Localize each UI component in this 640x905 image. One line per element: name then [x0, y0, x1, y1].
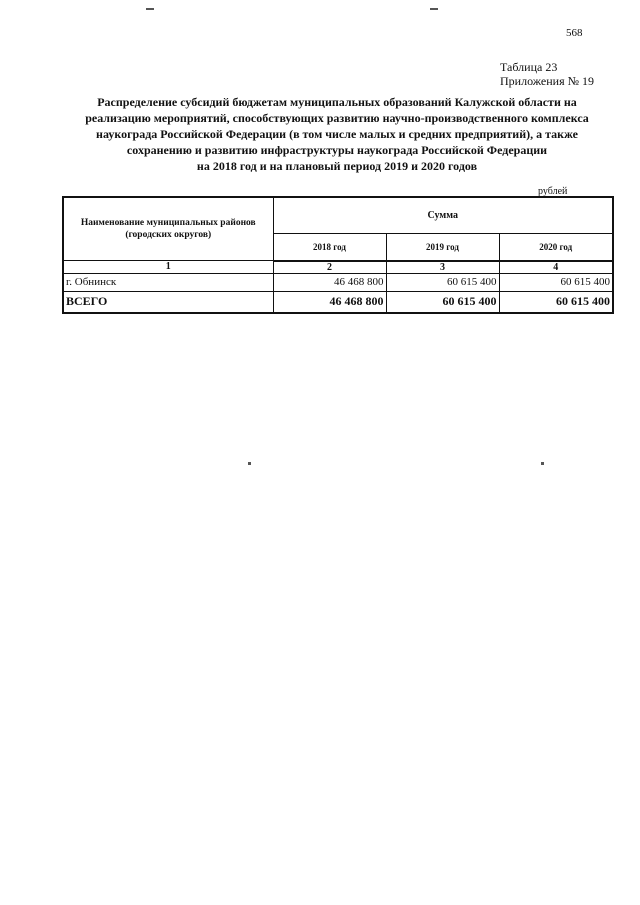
amount-2019: 60 615 400 [386, 273, 499, 291]
total-2020: 60 615 400 [499, 291, 613, 313]
scan-mark [541, 462, 544, 465]
name-column-header: Наименование муниципальных районов (городских округов) [63, 197, 273, 261]
title-line: реализацию мероприятий, способствующих развитию научно-производственного комплекса [85, 111, 589, 125]
column-number: 4 [499, 261, 613, 274]
page-number: 568 [566, 27, 583, 39]
document-title [64, 94, 610, 174]
year-header-2020: 2020 год [499, 233, 613, 260]
total-row [63, 291, 613, 313]
scan-mark [146, 8, 154, 10]
column-number: 2 [273, 261, 386, 274]
column-number: 1 [63, 261, 273, 274]
title-line: наукограда Российской Федерации (в том числе малых и средних предприятий), а также [96, 127, 578, 141]
total-2019: 60 615 400 [386, 291, 499, 313]
title-line: на 2018 год и на плановый период 2019 и 2020 годов [196, 159, 478, 173]
column-number: 3 [386, 261, 499, 274]
amount-2020: 60 615 400 [499, 273, 613, 291]
scan-mark [248, 462, 251, 465]
table-reference [500, 60, 594, 88]
year-header-2018: 2018 год [273, 233, 386, 260]
table-row [63, 273, 613, 291]
scan-mark [430, 8, 438, 10]
municipality-name: г. Обнинск [63, 273, 273, 291]
table-label: Таблица 23 [500, 60, 558, 74]
column-number-row [63, 261, 613, 274]
units-label: рублей [538, 186, 568, 197]
total-2018: 46 468 800 [273, 291, 386, 313]
amount-2018: 46 468 800 [273, 273, 386, 291]
appendix-label: Приложения № 19 [500, 74, 595, 88]
total-label: ВСЕГО [63, 291, 273, 313]
title-line: Распределение субсидий бюджетам муниципальных образований Калужской области на [97, 95, 577, 109]
sum-column-header: Сумма [273, 197, 613, 233]
subsidy-table [62, 196, 614, 314]
year-header-2019: 2019 год [386, 233, 499, 260]
title-line: сохранению и развитию инфраструктуры наукограда Российской Федерации [126, 143, 548, 157]
